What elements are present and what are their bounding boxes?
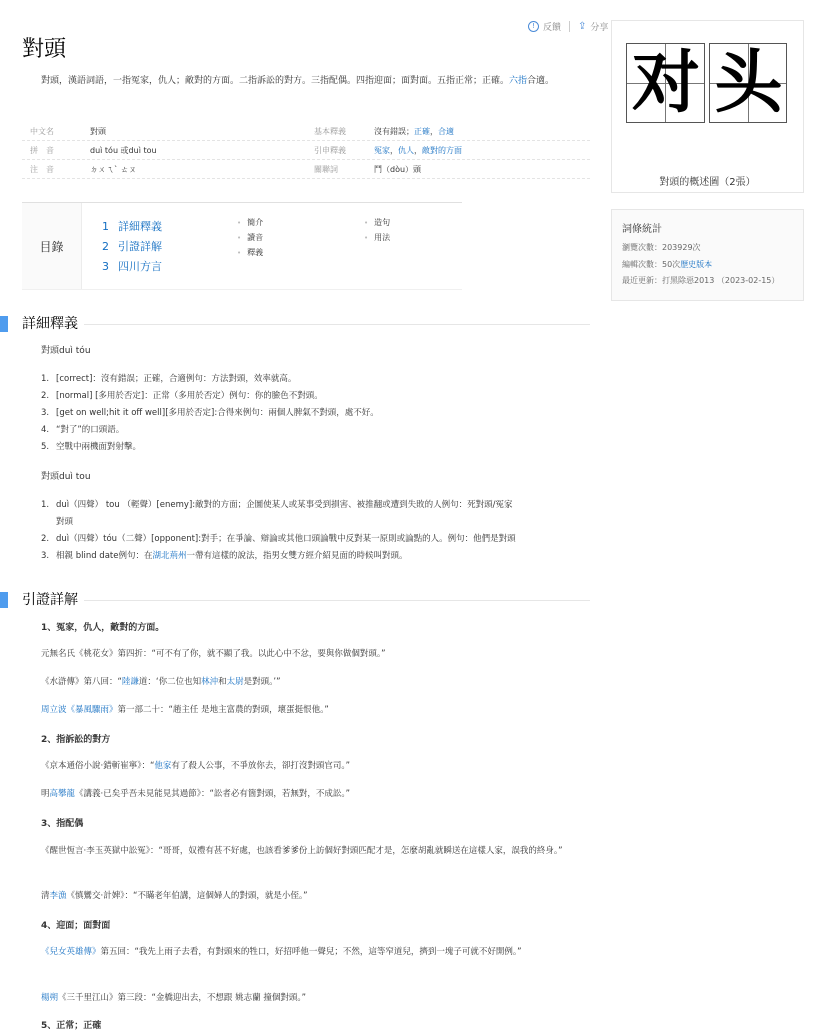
catalog-num: 1 [102,220,109,233]
list-item: 2. [normal] [多用於否定]：正常（多用於否定）例句：你的臉色不對頭。 [41,391,323,401]
catalog-sub-col [237,215,263,260]
text-link[interactable]: 他家 [154,761,172,771]
person-link[interactable]: 陸謙 [121,677,139,687]
info-link[interactable]: 合適 [438,126,454,136]
sense-heading: 4、迎面；面對面 [41,921,111,931]
author-link[interactable]: 李漁 [49,891,67,901]
divider [22,600,590,601]
author-link[interactable]: 周立波 [41,705,67,715]
quote: 周立波《暴風驟雨》第一部二十：“趙主任 是地主富農的對頭，壞蛋挺恨他。” [41,705,329,715]
stats-title: 詞條統計 [622,224,662,235]
catalog-subitem[interactable]: • 讀音 [237,230,263,245]
info-value: 冤家，仇人，敵對的方面 [374,145,462,155]
info-value: ㄉㄨㄟˋ ㄊㄡ [90,164,137,174]
history-link[interactable]: 歷史版本 [680,260,713,269]
catalog-level1 [102,217,162,277]
list-item: 3. [get on well;hit it off well][多用於否定]:合得來例句：兩個人脾氣不對頭，處不好。 [41,408,379,418]
basic-info-row [22,160,590,179]
list-item: 1. [correct]：沒有錯誤；正確，合適例句：方法對頭，效率就高。 [41,374,297,384]
quote: 楊朔《三千里江山》第三段：“金橋迎出去，不想跟 姚志蘭 撞個對頭。” [41,993,306,1003]
info-name: 拼 音 [30,145,54,155]
divider [22,324,590,325]
basic-info-table [22,122,590,179]
quote: 清李漁《慎鸞交·計婢》：“不瞞老年伯講，這個婦人的對頭，就是小侄。” [41,891,308,901]
catalog-subitem[interactable]: • 簡介 [237,215,263,230]
catalog-title: 目錄 [22,203,82,289]
image-caption: 對頭的概述圖（2張） [659,177,756,188]
share-button[interactable] [578,20,608,33]
info-link[interactable]: 正確 [414,126,430,136]
catalog-label: 引證詳解 [118,240,162,253]
list-item: 3. 相親 blind date例句：在湖北荊州一帶有這樣的說法，指男女雙方經介紹見面的時候叫對頭。 [41,551,408,561]
character: 对 [631,43,700,123]
summary-tail: 合適。 [527,76,555,86]
info-link[interactable]: 仇人 [398,145,414,155]
summary-link[interactable]: 六指 [509,76,528,86]
stats-updated: 最近更新：打黑除惡2013 （2023-02-15） [622,276,780,285]
list-item: 4. “對了”的口頭語。 [41,425,125,435]
catalog-num: 3 [102,260,109,273]
quote: 元無名氏《桃花女》第四折：“可不有了你，就不顯了我。以此心中不忿，要與你做個對頭。” [41,649,386,659]
list-item: 2. duì（四聲）tóu（二聲）[opponent]:對手；在爭論、辯論或其他口頭論戰中反對某一原則或論點的人。例句：他們是對頭 [41,534,516,544]
basic-info-row [22,141,590,160]
info-value-text: 沒有錯誤； [374,126,414,136]
summary-image-card[interactable] [611,20,804,193]
info-name: 注 音 [30,164,54,174]
feedback-button[interactable] [528,20,561,33]
feedback-label: 反饋 [543,23,562,33]
quote: 《京本通俗小說·錯斬崔寧》：“他家有了殺人公事，不爭放你去，卻打沒對頭官司。” [41,761,351,771]
summary [22,72,587,91]
quote: 《醒世恆言·李玉英獄中訟冤》：“哥哥，奴禮有甚不好處，也該看爹爹份上訪個好對頭匹配才是，怎麼胡亂就瞬送在這樣人家，誤我的終身。” [41,846,563,856]
catalog-item[interactable] [102,237,162,257]
character-cell [709,43,788,123]
stats-views: 瀏覽次數：203929次 [622,243,701,252]
sense-heading: 3、指配偶 [41,819,84,829]
definition-list [41,371,589,456]
info-name: 基本釋義 [314,126,346,136]
author-link[interactable]: 楊朔 [41,993,59,1003]
sub-heading: 對頭duì tóu [41,346,91,356]
section-heading [0,590,590,610]
section-title: 引證詳解 [22,590,84,610]
catalog-num: 2 [102,240,109,253]
section-title: 詳細釋義 [22,314,84,334]
page-title: 對頭 [22,37,67,62]
quote: 明高攀龍《講義·已矣乎吾未見能見其過節》：“訟者必有箇對頭，若無對，不成訟。” [41,789,351,799]
section-heading [0,314,590,334]
character-cell [626,43,705,123]
book-link[interactable]: 《兒女英雄傳》 [41,947,101,957]
list-item: 1. duì（四聲） tou （輕聲）[enemy]:敵對的方面；企圖使某人或某事受到損害、被推翻或遭到失敗的人例句：死對頭/冤家 對頭 [41,500,513,527]
info-name: 關聯詞 [314,164,338,174]
section-marker [0,592,8,608]
quote: 《水滸傳》第八回：“陸謙道：‘你二位也知林沖和太尉是對頭。’” [41,677,281,687]
info-name: 中文名 [30,126,54,136]
section-marker [0,316,8,332]
catalog-subitem[interactable]: • 釋義 [237,245,263,260]
sense-heading: 2、指訴訟的對方 [41,735,111,745]
character: 头 [714,43,783,123]
info-link[interactable]: 冤家 [374,145,390,155]
entry-stats [611,209,804,301]
basic-info-row [22,122,590,141]
person-link[interactable]: 太尉 [226,677,244,687]
info-value: duì tóu 或duì tou [90,145,157,155]
info-icon: ! [528,21,539,32]
catalog-label: 詳細釋義 [118,220,162,233]
info-name: 引申釋義 [314,145,346,155]
share-icon: ⇪ [578,21,587,32]
catalog-subitem[interactable]: • 用法 [364,230,390,245]
person-link[interactable]: 林沖 [201,677,219,687]
stats-edits: 編輯次數：50次歷史版本 [622,260,713,269]
sub-heading: 對頭duì tou [41,472,91,482]
sense-heading: 1、冤家，仇人，敵對的方面。 [41,623,165,633]
top-actions [528,20,608,33]
info-value: 沒有錯誤；正確，合適 [374,126,454,136]
catalog [22,202,462,290]
list-item: 5. 空戰中兩機面對射擊。 [41,442,142,452]
catalog-sub-col [364,215,390,245]
info-link[interactable]: 敵對的方面 [422,145,462,155]
divider [569,21,570,32]
place-link[interactable]: 湖北荊州 [152,551,187,561]
definition-list [41,497,589,565]
catalog-subitem[interactable]: • 造句 [364,215,390,230]
share-label: 分享 [590,23,609,33]
catalog-item[interactable] [102,257,162,277]
character-image [626,43,791,125]
catalog-item[interactable] [102,217,162,237]
quote: 《兒女英雄傳》第五回：“我先上雨子去看，有對頭來的牲口，好招呼他一聲兒；不然，這等窄道兒，擠到一塊子可就不好開例。” [41,947,522,957]
summary-text: 對頭，漢語詞語，一指冤家，仇人；敵對的方面。二指訴訟的對方。三指配偶。四指迎面；面對面。五指正常；正確。 [41,76,510,86]
info-value: 對頭 [90,126,106,136]
book-link[interactable]: 《暴風驟雨》 [66,705,118,715]
author-link[interactable]: 高攀龍 [49,789,76,799]
info-value: 鬥（dòu）頭 [374,164,422,174]
catalog-label: 四川方言 [118,260,162,273]
sense-heading: 5、正常；正確 [41,1021,102,1031]
